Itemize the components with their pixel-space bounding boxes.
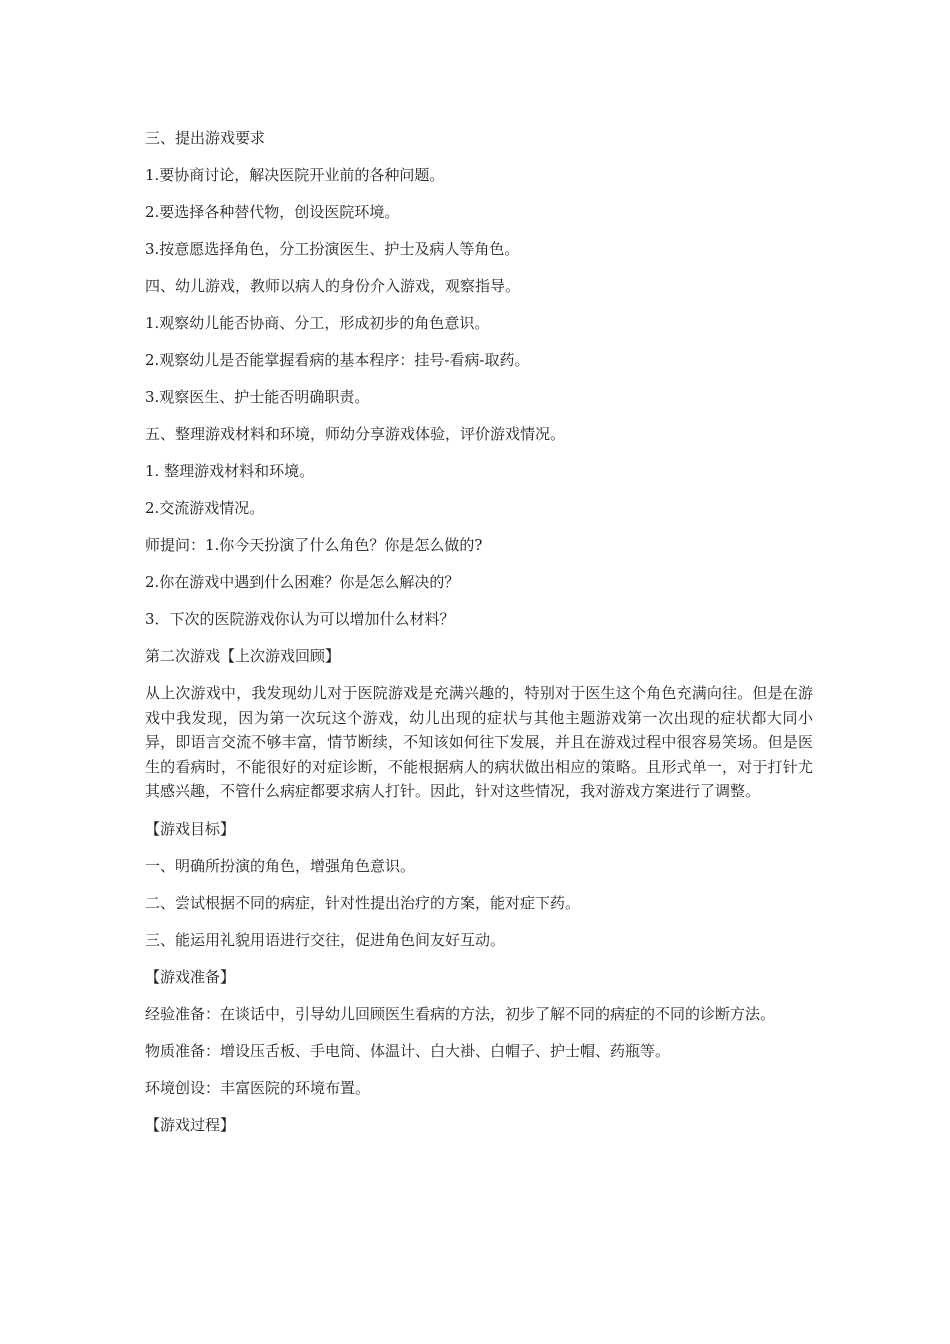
goal-item: 二、尝试根据不同的病症，针对性提出治疗的方案，能对症下药。 bbox=[145, 893, 581, 912]
list-item: 2.观察幼儿是否能掌握看病的基本程序：挂号-看病-取药。 bbox=[145, 351, 530, 369]
section-heading: 三、提出游戏要求 bbox=[145, 129, 266, 147]
goal-item: 三、能运用礼貌用语进行交往，促进角色间友好互动。 bbox=[145, 930, 506, 949]
list-item: 1. 整理游戏材料和环境。 bbox=[145, 462, 315, 480]
goal-item: 一、明确所扮演的角色，增强角色意识。 bbox=[145, 856, 416, 875]
section-heading: 四、幼儿游戏，教师以病人的身份介入游戏，观察指导。 bbox=[145, 277, 521, 295]
teacher-question: 师提问：1.你今天扮演了什么角色？你是怎么做的? bbox=[145, 536, 483, 554]
section-heading: 五、整理游戏材料和环境，师幼分享游戏体验，评价游戏情况。 bbox=[145, 425, 566, 443]
goals-heading: 【游戏目标】 bbox=[145, 819, 236, 838]
prep-heading: 【游戏准备】 bbox=[145, 967, 236, 986]
review-paragraph: 从上次游戏中，我发现幼儿对于医院游戏是充满兴趣的，特别对于医生这个角色充满向往。但是在游戏中我发现，因为第一次玩这个游戏，幼儿出现的症状与其他主题游戏第一次出现的症状都大同小异，即语言交流不够丰富，情节断续，不知该如何往下发展，并且在游戏过程中很容易笑场。但是医生的看病时，不能很好的对症诊断，不能根据病人的病状做出相应的策略。且形式单一，对于打针尤其感兴趣，不管什么病症都要求病人打针。因此，针对这些情况，我对游戏方案进行了调整。 bbox=[145, 684, 813, 800]
section-heading: 第二次游戏【上次游戏回顾】 bbox=[145, 647, 341, 665]
prep-environment: 环境创设：丰富医院的环境布置。 bbox=[145, 1079, 371, 1097]
document-page bbox=[145, 126, 813, 1150]
list-item: 3．下次的医院游戏你认为可以增加什么材料？ bbox=[145, 610, 455, 628]
list-item: 3.观察医生、护士能否明确职责。 bbox=[145, 388, 370, 406]
prep-experience: 经验准备：在谈话中，引导幼儿回顾医生看病的方法，初步了解不同的病症的不同的诊断方法。 bbox=[145, 1004, 776, 1023]
list-item: 3.按意愿选择角色，分工扮演医生、护士及病人等角色。 bbox=[145, 240, 520, 258]
list-item: 2.交流游戏情况。 bbox=[145, 499, 265, 517]
list-item: 1.观察幼儿能否协商、分工，形成初步的角色意识。 bbox=[145, 314, 490, 332]
list-item: 1.要协商讨论，解决医院开业前的各种问题。 bbox=[145, 166, 445, 184]
prep-material: 物质准备：增设压舌板、手电筒、体温计、白大褂、白帽子、护士帽、药瓶等。 bbox=[145, 1042, 671, 1060]
list-item: 2.要选择各种替代物，创设医院环境。 bbox=[145, 203, 400, 221]
process-heading: 【游戏过程】 bbox=[145, 1116, 236, 1134]
list-item: 2.你在游戏中遇到什么困难？你是怎么解决的？ bbox=[145, 573, 460, 591]
